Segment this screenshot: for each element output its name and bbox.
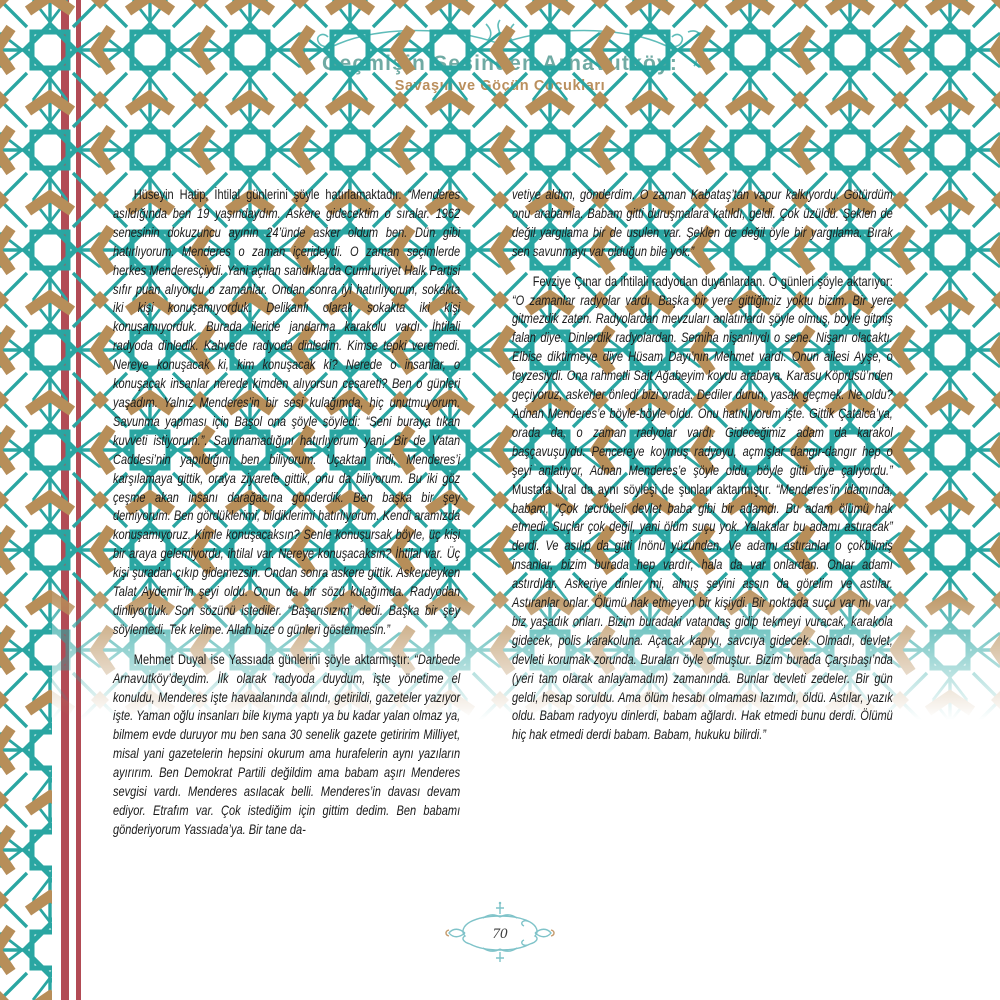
quote-text: “Menderes’in idamında, babam, “Çok tecrübeli devlet baba gibi bir adamdı. Bu adam ölümü hak etmedi. Suçlar çok değil, yani ölüm suçu yok. Yalakalar bu adamı astıracak” derdi. Ve asılıp da gitti İnönü yüzünden. Ve adamı astıranlar o çokbilmiş insanlar, bizim burada hep vardır, hala da var onlardan. Onlar adamı astırdılar. Askeriye dinler mi, almış şeyini assın da görelim ve astılar. Astıranlar onlar. Ölümü hak etmeyen bir kişiydi. Bir noktada suçu var mı var, biz yaşadık onları. Bizim buradaki vatandaş gidip tekmeyi vuracak, karakola gidecek, polis karakoluna. Açacak kapıyı, savcıya gidecek. Olmadı, devlet, devleti korumak zorunda. Buraları öyle olmuştur. Bizim burada Çarşıbaşı’nda (yeri tam olarak anlayamadım) zamanında. Bunlar devleti zedeler. Bir gün geldi, hesap soruldu. Ama ölüm hesabı olmaması lazımdı, öldü. Astılar, yazık oldu. Babam radyoyu dinlerdi, babam ağlardı. Hak etmedi bunu derdi. Ölümü hiç hak etmedi derdi babam. Babam, hukuku bilirdi.”	[512, 481, 893, 743]
page-footer	[0, 900, 1000, 970]
page-number: 70	[492, 926, 508, 942]
left-column	[113, 186, 460, 851]
narrator-text: Mehmet Duyal ise Yassıada günlerini şöyle aktarmıştır:	[133, 651, 415, 667]
paragraph	[512, 273, 893, 746]
narrator-text: Hüseyin Hatip, İhtilal günlerini şöyle hatırlamaktadır.	[133, 187, 408, 202]
quote-text: vetiye aldım, gönderdim. O zaman Kabataş’tan vapur kalkıyordu. Götürdüm onu arabamla. Babam gitti duruşmalara katıldı, geldi. Çok üzüldü. Şeklen de değil yargılama bir de usulen var. Şeklen de değil öyle bir yargılama. Bırak sen savunmayı var olduğun bile yok.”	[512, 187, 893, 259]
paragraph	[113, 186, 460, 640]
quote-text: “Darbede Arnavutköy’deydim. İlk olarak radyoda duydum, işte yönetime el konuldu, Menderes işte havaalanında alındı, getirildi, gazeteler yazıyor işte. Yaman oğlu insanları bile kıyma yaptı ya bu kadar yalan olmaz ya, bilmem evde duruyor mu ben sana 30 senelik gazete getiririm Milliyet, misal yani gazetelerin hepsini okurum ama hurafelerin aynı yazıların ayırırım. Ben Demokrat Partili değildim ama babam aşırı Menderes sevgisi vardı. Menderes asılacak belli. Menderes’in davası devam ediyor. Etrafım var. Çok istediğim için gittim dedim. Ben babamı gönderiyorum Yassıada’ya. Bir tane da-	[113, 651, 461, 837]
narrator-text: Fevziye Çınar da ihtilali radyodan duyanlardan. O günleri şöyle aktarıyor:	[532, 273, 893, 289]
quote-text: “O zamanlar radyolar vardı. Başka bir yere gittiğimiz yoktu bizim. Bir yere gitmezdik zaten. Radyolardan mevzuları anlatırlardı şöyle olmuş, böyle gitmiş falan diye. Dinlerdik radyolardan. Semiha nişanlıydı o sene. Nişanı olacaktı. Elbise diktirmeye diye Hüsam Dayı’nın Mehmet vardı. Onun ailesi Ayşe, o teyzesiydi. Ona rahmetli Sait Ağabeyim koydu arabaya. Karasu Köprüsü’nden geçiyoruz, askerler önledi bizi orada. Dediler durun, yasak geçmek. Ne oldu? Adnan Menderes’e böyle-böyle oldu. Onu hatırlıyorum işte. Gittik Çatalca’ya, orada da, o zaman radyolar vardı. Gideceğimiz adam da karakol başçavuşuydu. Pencereye koymuş radyoyu, açmışlar dangır-dangır hep o şeyi anlatıyor, Adnan Menderes’e şöyle oldu, böyle gitti diye çalıyordu.”	[512, 292, 893, 478]
quote-text: “Menderes asıldığında ben 19 yaşındaydım. Askere gidecektim o sıralar. 1962 senesinin dokuzuncu ayının 24’ünde asker oldum ben. Dün gibi hatırlıyorum. Menderes o zaman içerideydi. O zaman seçimlerde herkes Menderesçiydi. Yani açılan sandıklarda Cumhuriyet Halk Partisi sıfır puan alıyordu o zamanlar. Ondan sonra iyi hatırlıyorum, sokakta iki kişi konuşamıyorduk. Delikanlı olarak sokakta iki kişi konuşamıyorduk. Burada ileride jandarma karakolu vardı. İhtilali radyoda dinledik. Kahvede radyoda dinledim. Kimse tepki veremedi. Nereye konuşacak ki, kim konuşacak ki? Nerede o insanlar, o konuşacak insanlar nerede kimden alıyorsun cesareti? Ben o günleri yaşadım. Yalnız Menderes’in bir sesi kulağımda, hiç unutmuyorum. Savunma yapması için Başol ona şöyle söyledi: “Seni buraya tıkan kuvveti istiyorum.”. Savunamadığını hatırlıyorum yani. Bir de Vatan Caddesi’nin yapıldığını ben biliyorum. Uçaktan indi, Menderes’i karşılamaya gittik, oraya ziyarete gittik, onu da biliyorum. Bu iki göz çeşme akan insanı darağacına gönderdik. Ben başka bir şey demiyorum. Ben gördüklerimi, bildiklerimi hatırlıyorum. Kendi aramızda konuşamıyoruz. Kimle konuşacaksın? Senle konuşursak böyle, üç kişi bir araya gelemiyordu, ihtilal var. Nereye konuşacaksın? İhtilal var. Üç kişi şuradan çıkıp gidemezsin. Ondan sonra askere gittik. Askerdeyken Talat Aydemir’in şeyi oldu. Onun da bir sözü kulağımda. Radyodan dinliyorduk. Son sözünü istediler. “Başarısızım” dedi. Başka bir şey söylemedi. Tek kelime. Allah bize o günleri göstermesin.”	[113, 187, 461, 637]
paragraph	[512, 186, 893, 262]
paragraph	[113, 651, 460, 840]
narrator-text: Mustafa Ural da aynı söyleşi de şunları aktarmıştır.	[512, 481, 776, 497]
right-column	[512, 186, 893, 756]
